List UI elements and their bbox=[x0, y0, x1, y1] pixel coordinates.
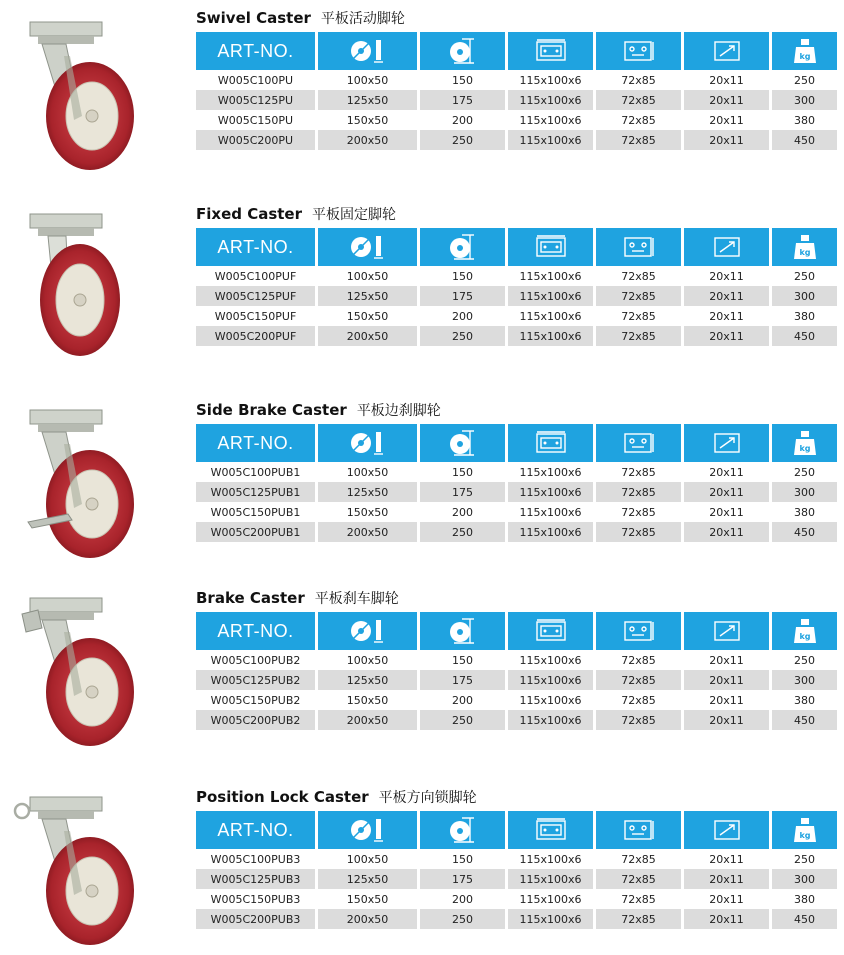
art-no-cell: W005C200PUB2 bbox=[196, 710, 318, 730]
art-no-cell: W005C200PU bbox=[196, 130, 318, 150]
spec-cell: 20x11 bbox=[684, 482, 772, 502]
spec-cell: 115x100x6 bbox=[508, 502, 596, 522]
kg-label: kg bbox=[798, 831, 811, 840]
spec-cell: 380 bbox=[772, 306, 837, 326]
art-no-cell: W005C125PU bbox=[196, 90, 318, 110]
spec-cell: 125x50 bbox=[318, 90, 420, 110]
spec-cell: 150 bbox=[420, 650, 508, 670]
wheel-size-icon bbox=[318, 32, 420, 70]
bolt-hole-size-icon bbox=[684, 228, 772, 266]
spec-table bbox=[196, 228, 837, 346]
spec-cell: 250 bbox=[772, 70, 837, 90]
spec-cell: 175 bbox=[420, 90, 508, 110]
art-no-cell: W005C125PUB1 bbox=[196, 482, 318, 502]
table-row bbox=[196, 889, 837, 909]
table-row bbox=[196, 326, 837, 346]
spec-cell: 250 bbox=[772, 849, 837, 869]
spec-cell: 115x100x6 bbox=[508, 326, 596, 346]
table-header-row bbox=[196, 811, 837, 849]
spec-cell: 20x11 bbox=[684, 502, 772, 522]
spec-cell: 200 bbox=[420, 889, 508, 909]
spec-cell: 150 bbox=[420, 266, 508, 286]
art-no-cell: W005C150PUB2 bbox=[196, 690, 318, 710]
bolt-hole-size-icon bbox=[684, 424, 772, 462]
spec-cell: 250 bbox=[772, 462, 837, 482]
spec-cell: 72x85 bbox=[596, 869, 684, 889]
spec-cell: 125x50 bbox=[318, 286, 420, 306]
bolt-hole-size-icon bbox=[684, 32, 772, 70]
art-no-header: ART-NO. bbox=[196, 32, 318, 70]
load-capacity-icon bbox=[772, 32, 837, 70]
spec-cell: 115x100x6 bbox=[508, 306, 596, 326]
spec-cell: 300 bbox=[772, 670, 837, 690]
art-no-cell: W005C100PUF bbox=[196, 266, 318, 286]
spec-cell: 115x100x6 bbox=[508, 909, 596, 929]
spec-cell: 100x50 bbox=[318, 462, 420, 482]
wheel-diameter-icon bbox=[420, 612, 508, 650]
spec-cell: 72x85 bbox=[596, 110, 684, 130]
spec-cell: 250 bbox=[420, 909, 508, 929]
spec-cell: 20x11 bbox=[684, 710, 772, 730]
spec-cell: 72x85 bbox=[596, 482, 684, 502]
spec-cell: 115x100x6 bbox=[508, 869, 596, 889]
spec-cell: 72x85 bbox=[596, 130, 684, 150]
spec-cell: 200x50 bbox=[318, 909, 420, 929]
kg-label: kg bbox=[798, 444, 811, 453]
spec-cell: 100x50 bbox=[318, 266, 420, 286]
wheel-diameter-icon bbox=[420, 811, 508, 849]
table-header-row bbox=[196, 32, 837, 70]
spec-cell: 100x50 bbox=[318, 70, 420, 90]
spec-cell: 72x85 bbox=[596, 462, 684, 482]
spec-cell: 72x85 bbox=[596, 326, 684, 346]
spec-cell: 115x100x6 bbox=[508, 130, 596, 150]
spec-cell: 300 bbox=[772, 90, 837, 110]
section-title-cn: 平板固定脚轮 bbox=[312, 207, 396, 223]
spec-cell: 250 bbox=[772, 650, 837, 670]
wheel-size-icon bbox=[318, 424, 420, 462]
wheel-size-icon bbox=[318, 612, 420, 650]
art-no-cell: W005C150PUB3 bbox=[196, 889, 318, 909]
art-no-cell: W005C125PUF bbox=[196, 286, 318, 306]
spec-cell: 20x11 bbox=[684, 889, 772, 909]
spec-cell: 72x85 bbox=[596, 670, 684, 690]
spec-cell: 175 bbox=[420, 482, 508, 502]
spec-cell: 72x85 bbox=[596, 522, 684, 542]
spec-cell: 72x85 bbox=[596, 690, 684, 710]
spec-cell: 380 bbox=[772, 110, 837, 130]
brake-caster-image bbox=[8, 592, 158, 752]
spec-cell: 300 bbox=[772, 869, 837, 889]
spec-cell: 200 bbox=[420, 110, 508, 130]
spec-cell: 20x11 bbox=[684, 909, 772, 929]
spec-cell: 300 bbox=[772, 286, 837, 306]
spec-cell: 72x85 bbox=[596, 502, 684, 522]
spec-cell: 380 bbox=[772, 690, 837, 710]
table-row bbox=[196, 306, 837, 326]
art-no-header: ART-NO. bbox=[196, 228, 318, 266]
bolt-hole-spacing-icon bbox=[596, 424, 684, 462]
spec-cell: 115x100x6 bbox=[508, 90, 596, 110]
table-row bbox=[196, 462, 837, 482]
load-capacity-icon bbox=[772, 228, 837, 266]
top-plate-size-icon bbox=[508, 32, 596, 70]
spec-cell: 200x50 bbox=[318, 130, 420, 150]
spec-cell: 115x100x6 bbox=[508, 462, 596, 482]
wheel-size-icon bbox=[318, 811, 420, 849]
section-title bbox=[196, 787, 477, 807]
art-no-cell: W005C200PUF bbox=[196, 326, 318, 346]
spec-cell: 20x11 bbox=[684, 286, 772, 306]
wheel-diameter-icon bbox=[420, 228, 508, 266]
spec-cell: 72x85 bbox=[596, 710, 684, 730]
section-title bbox=[196, 204, 396, 224]
spec-table bbox=[196, 32, 837, 150]
spec-cell: 115x100x6 bbox=[508, 710, 596, 730]
spec-cell: 150x50 bbox=[318, 110, 420, 130]
table-row bbox=[196, 70, 837, 90]
spec-cell: 100x50 bbox=[318, 849, 420, 869]
top-plate-size-icon bbox=[508, 424, 596, 462]
table-row bbox=[196, 849, 837, 869]
spec-cell: 20x11 bbox=[684, 522, 772, 542]
table-header-row bbox=[196, 424, 837, 462]
table-row bbox=[196, 130, 837, 150]
bolt-hole-spacing-icon bbox=[596, 811, 684, 849]
art-no-cell: W005C150PUB1 bbox=[196, 502, 318, 522]
spec-cell: 20x11 bbox=[684, 690, 772, 710]
spec-cell: 150x50 bbox=[318, 889, 420, 909]
spec-cell: 450 bbox=[772, 710, 837, 730]
wheel-size-icon bbox=[318, 228, 420, 266]
spec-cell: 450 bbox=[772, 130, 837, 150]
spec-cell: 250 bbox=[420, 326, 508, 346]
art-no-cell: W005C150PU bbox=[196, 110, 318, 130]
section-title-en: Side Brake Caster bbox=[196, 401, 347, 419]
spec-cell: 380 bbox=[772, 502, 837, 522]
spec-cell: 380 bbox=[772, 889, 837, 909]
spec-cell: 72x85 bbox=[596, 889, 684, 909]
spec-cell: 72x85 bbox=[596, 286, 684, 306]
art-no-header: ART-NO. bbox=[196, 811, 318, 849]
section-title-en: Swivel Caster bbox=[196, 9, 311, 27]
spec-cell: 20x11 bbox=[684, 130, 772, 150]
art-no-cell: W005C100PU bbox=[196, 70, 318, 90]
spec-cell: 115x100x6 bbox=[508, 889, 596, 909]
spec-table bbox=[196, 811, 837, 929]
table-row bbox=[196, 909, 837, 929]
spec-cell: 115x100x6 bbox=[508, 650, 596, 670]
spec-cell: 115x100x6 bbox=[508, 849, 596, 869]
spec-cell: 20x11 bbox=[684, 70, 772, 90]
spec-cell: 115x100x6 bbox=[508, 670, 596, 690]
section-title bbox=[196, 588, 399, 608]
section-title-cn: 平板活动脚轮 bbox=[320, 11, 405, 27]
art-no-cell: W005C200PUB1 bbox=[196, 522, 318, 542]
spec-cell: 150 bbox=[420, 70, 508, 90]
art-no-header: ART-NO. bbox=[196, 612, 318, 650]
table-row bbox=[196, 670, 837, 690]
spec-cell: 115x100x6 bbox=[508, 482, 596, 502]
top-plate-size-icon bbox=[508, 612, 596, 650]
section-title bbox=[196, 8, 405, 28]
bolt-hole-size-icon bbox=[684, 811, 772, 849]
table-row bbox=[196, 266, 837, 286]
table-header-row bbox=[196, 228, 837, 266]
spec-cell: 20x11 bbox=[684, 462, 772, 482]
spec-cell: 200 bbox=[420, 690, 508, 710]
spec-cell: 20x11 bbox=[684, 110, 772, 130]
spec-cell: 200x50 bbox=[318, 326, 420, 346]
position-lock-caster-image bbox=[8, 791, 158, 951]
spec-cell: 150 bbox=[420, 462, 508, 482]
art-no-cell: W005C100PUB2 bbox=[196, 650, 318, 670]
spec-cell: 72x85 bbox=[596, 266, 684, 286]
spec-cell: 200 bbox=[420, 306, 508, 326]
kg-label: kg bbox=[798, 632, 811, 641]
top-plate-size-icon bbox=[508, 228, 596, 266]
section-title-en: Position Lock Caster bbox=[196, 788, 369, 806]
spec-cell: 125x50 bbox=[318, 482, 420, 502]
table-row bbox=[196, 502, 837, 522]
section-title-cn: 平板刹车脚轮 bbox=[314, 591, 399, 607]
spec-cell: 115x100x6 bbox=[508, 110, 596, 130]
spec-cell: 250 bbox=[420, 522, 508, 542]
fixed-caster-image bbox=[8, 208, 158, 368]
spec-cell: 150x50 bbox=[318, 306, 420, 326]
spec-cell: 72x85 bbox=[596, 849, 684, 869]
spec-cell: 115x100x6 bbox=[508, 522, 596, 542]
top-plate-size-icon bbox=[508, 811, 596, 849]
spec-cell: 250 bbox=[420, 130, 508, 150]
art-no-cell: W005C125PUB3 bbox=[196, 869, 318, 889]
spec-cell: 115x100x6 bbox=[508, 690, 596, 710]
spec-cell: 20x11 bbox=[684, 306, 772, 326]
spec-cell: 72x85 bbox=[596, 650, 684, 670]
load-capacity-icon bbox=[772, 811, 837, 849]
spec-cell: 175 bbox=[420, 670, 508, 690]
spec-cell: 20x11 bbox=[684, 650, 772, 670]
spec-cell: 20x11 bbox=[684, 670, 772, 690]
spec-cell: 200x50 bbox=[318, 522, 420, 542]
table-row bbox=[196, 90, 837, 110]
spec-cell: 450 bbox=[772, 909, 837, 929]
spec-cell: 200 bbox=[420, 502, 508, 522]
bolt-hole-size-icon bbox=[684, 612, 772, 650]
section-title-cn: 平板方向锁脚轮 bbox=[378, 790, 477, 806]
kg-label: kg bbox=[798, 52, 811, 61]
table-row bbox=[196, 650, 837, 670]
spec-cell: 450 bbox=[772, 522, 837, 542]
section-title-en: Fixed Caster bbox=[196, 205, 302, 223]
wheel-diameter-icon bbox=[420, 424, 508, 462]
spec-cell: 20x11 bbox=[684, 326, 772, 346]
table-header-row bbox=[196, 612, 837, 650]
spec-cell: 300 bbox=[772, 482, 837, 502]
spec-cell: 115x100x6 bbox=[508, 70, 596, 90]
table-row bbox=[196, 522, 837, 542]
spec-cell: 72x85 bbox=[596, 90, 684, 110]
section-title-en: Brake Caster bbox=[196, 589, 305, 607]
art-no-cell: W005C150PUF bbox=[196, 306, 318, 326]
spec-cell: 20x11 bbox=[684, 849, 772, 869]
spec-cell: 100x50 bbox=[318, 650, 420, 670]
spec-cell: 175 bbox=[420, 869, 508, 889]
art-no-cell: W005C200PUB3 bbox=[196, 909, 318, 929]
art-no-cell: W005C125PUB2 bbox=[196, 670, 318, 690]
spec-cell: 72x85 bbox=[596, 306, 684, 326]
load-capacity-icon bbox=[772, 424, 837, 462]
spec-cell: 150x50 bbox=[318, 502, 420, 522]
spec-table bbox=[196, 424, 837, 542]
spec-cell: 20x11 bbox=[684, 869, 772, 889]
spec-cell: 250 bbox=[772, 266, 837, 286]
spec-cell: 20x11 bbox=[684, 266, 772, 286]
spec-cell: 150x50 bbox=[318, 690, 420, 710]
load-capacity-icon bbox=[772, 612, 837, 650]
spec-cell: 200x50 bbox=[318, 710, 420, 730]
spec-cell: 115x100x6 bbox=[508, 286, 596, 306]
side-brake-caster-image bbox=[8, 404, 158, 564]
bolt-hole-spacing-icon bbox=[596, 228, 684, 266]
spec-cell: 125x50 bbox=[318, 869, 420, 889]
spec-cell: 125x50 bbox=[318, 670, 420, 690]
spec-cell: 150 bbox=[420, 849, 508, 869]
spec-cell: 20x11 bbox=[684, 90, 772, 110]
bolt-hole-spacing-icon bbox=[596, 32, 684, 70]
spec-cell: 115x100x6 bbox=[508, 266, 596, 286]
table-row bbox=[196, 286, 837, 306]
table-row bbox=[196, 482, 837, 502]
art-no-cell: W005C100PUB1 bbox=[196, 462, 318, 482]
section-title-cn: 平板边刹脚轮 bbox=[356, 403, 441, 419]
section-title bbox=[196, 400, 441, 420]
spec-cell: 72x85 bbox=[596, 70, 684, 90]
bolt-hole-spacing-icon bbox=[596, 612, 684, 650]
swivel-caster-image bbox=[8, 16, 158, 176]
spec-cell: 175 bbox=[420, 286, 508, 306]
spec-cell: 450 bbox=[772, 326, 837, 346]
art-no-header: ART-NO. bbox=[196, 424, 318, 462]
kg-label: kg bbox=[798, 248, 811, 257]
spec-table bbox=[196, 612, 837, 730]
wheel-diameter-icon bbox=[420, 32, 508, 70]
table-row bbox=[196, 869, 837, 889]
table-row bbox=[196, 690, 837, 710]
spec-cell: 72x85 bbox=[596, 909, 684, 929]
table-row bbox=[196, 110, 837, 130]
art-no-cell: W005C100PUB3 bbox=[196, 849, 318, 869]
table-row bbox=[196, 710, 837, 730]
spec-cell: 250 bbox=[420, 710, 508, 730]
